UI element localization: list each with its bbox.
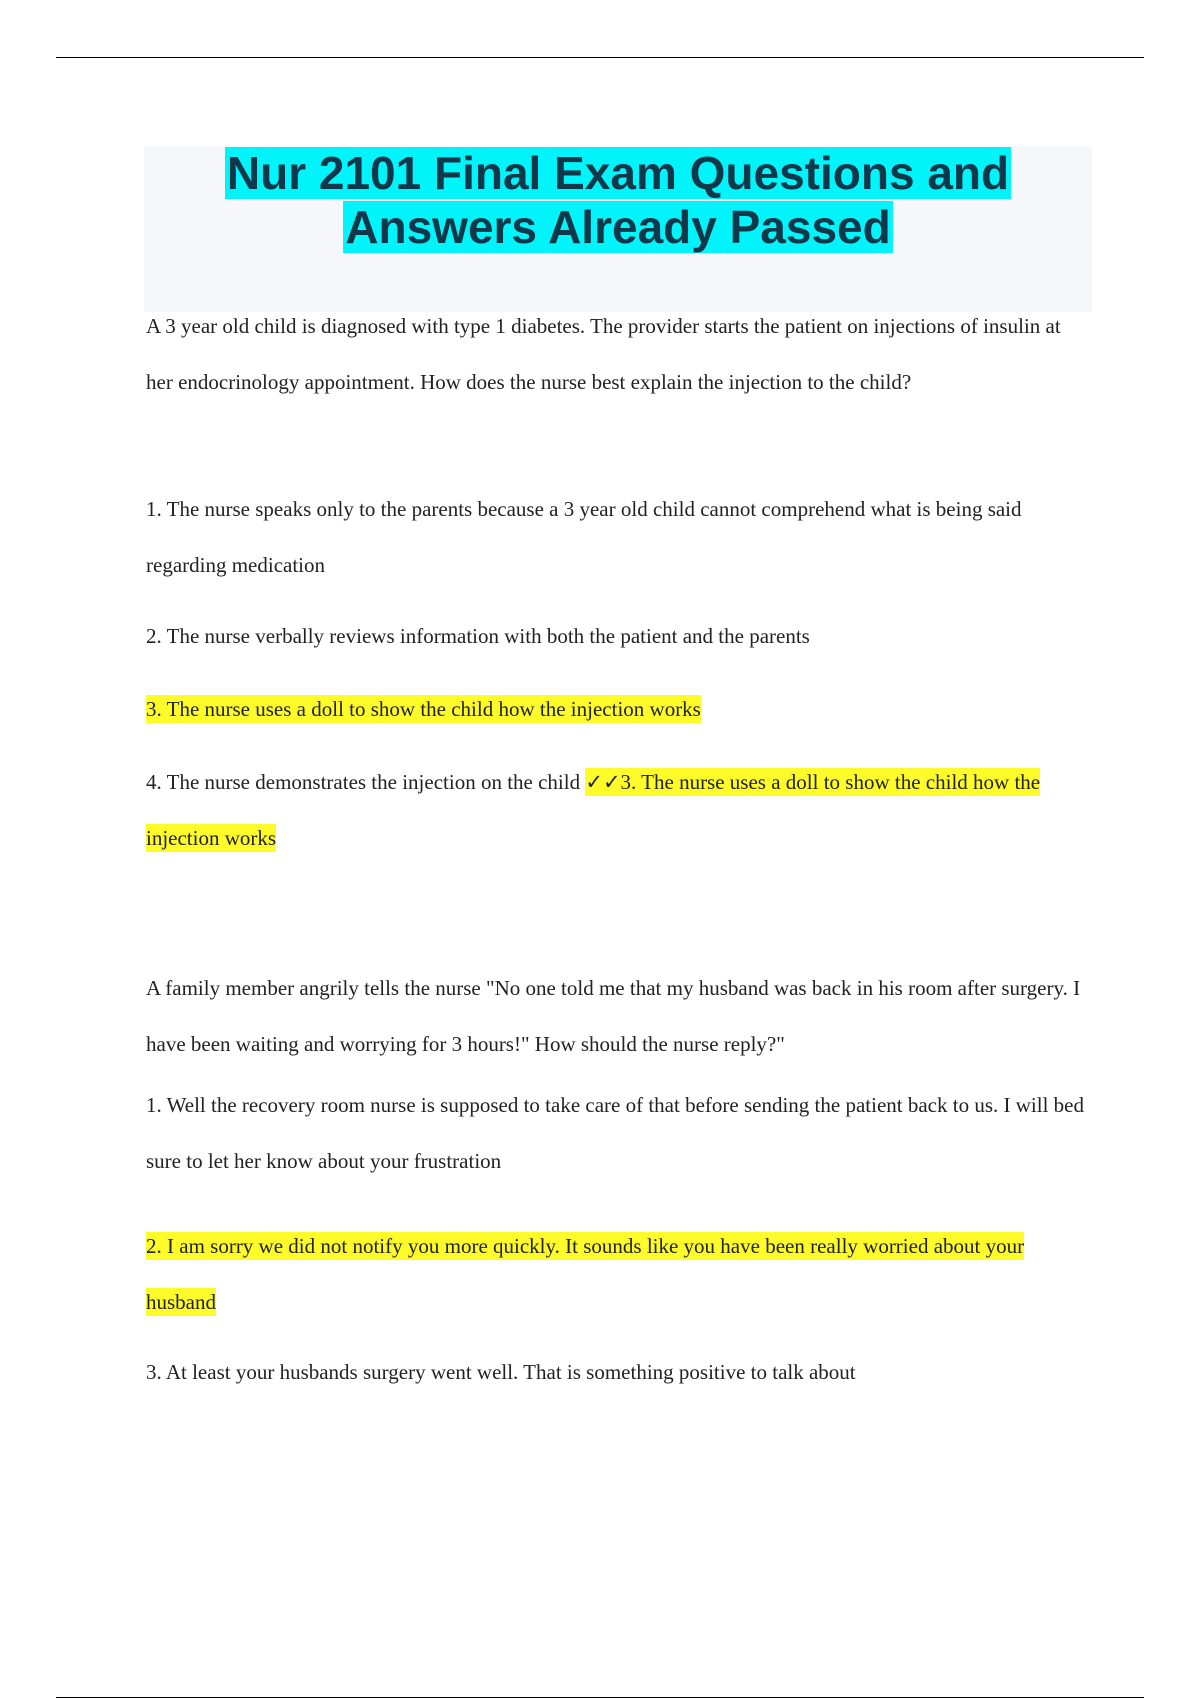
top-rule <box>56 57 1144 58</box>
document-title <box>144 146 1092 254</box>
answer-option: 1. The nurse speaks only to the parents because a 3 year old child cannot comprehend what is being said regarding medication <box>146 497 1022 577</box>
answer-option: 3. At least your husbands surgery went well. That is something positive to talk about <box>146 1360 856 1384</box>
question-1-option-3-block <box>146 681 1086 737</box>
question-1-option-4-block <box>146 754 1086 866</box>
answer-option: 1. Well the recovery room nurse is supposed to take care of that before sending the patient back to us. I will bed sure to let her know about your frustration <box>146 1093 1084 1173</box>
title-block <box>144 146 1092 312</box>
question-stem: A 3 year old child is diagnosed with type 1 diabetes. The provider starts the patient on injections of insulin at her endocrinology appointment. How does the nurse best explain the injection to the child? <box>146 314 1061 394</box>
answer-option: 2. The nurse verbally reviews information with both the patient and the parents <box>146 624 810 648</box>
question-2-stem-block <box>146 960 1086 1072</box>
option-4-text: 4. The nurse demonstrates the injection on the child <box>146 770 586 794</box>
highlighted-option-text: 2. I am sorry we did not notify you more quickly. It sounds like you have been really worried about your husband <box>146 1234 1025 1314</box>
question-2-option-3-block <box>146 1344 1086 1400</box>
question-2-option-2-block <box>146 1218 1086 1330</box>
title-line-1: Nur 2101 Final Exam Questions and <box>226 147 1010 199</box>
answer-key-text: 3. The nurse uses a doll to show the child how the injection works <box>146 770 1041 850</box>
double-check-icon: ✓✓ <box>585 770 621 794</box>
answer-option-with-key <box>146 754 1086 866</box>
question-1-option-2-block <box>146 608 1086 664</box>
highlighted-option-text: 3. The nurse uses a doll to show the child how the injection works <box>146 697 701 721</box>
question-1-stem-block <box>146 298 1086 410</box>
title-line-2: Answers Already Passed <box>345 201 891 253</box>
answer-option-highlighted <box>146 1218 1086 1330</box>
answer-option-highlighted <box>146 681 1086 737</box>
bottom-rule <box>56 1697 1144 1698</box>
question-stem: A family member angrily tells the nurse "No one told me that my husband was back in his room after surgery. I have been waiting and worrying for 3 hours!" How should the nurse reply?" <box>146 976 1081 1056</box>
question-1-option-1-block <box>146 481 1086 593</box>
question-2-option-1-block <box>146 1077 1086 1189</box>
